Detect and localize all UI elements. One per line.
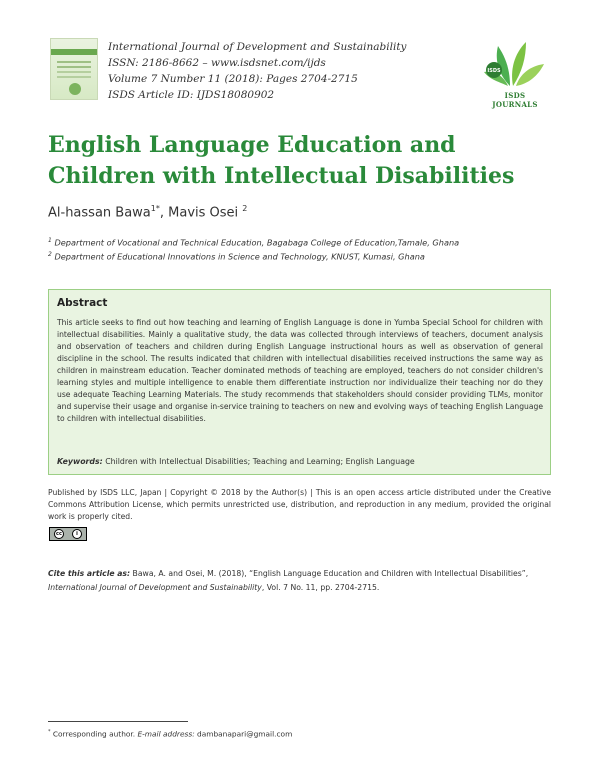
citation-label: Cite this article as: [48,569,131,578]
footnote-sup: * [48,729,51,735]
journal-cover-thumbnail [50,38,98,100]
affiliation [48,237,568,248]
abstract-box [48,289,551,475]
license-text: Published by ISDS LLC, Japan | Copyright © 2018 by the Author(s) | This is an open access article distributed under the Creative Commons Attribution License, which permits unrestricted use, distribution, and reproduction in any medium, provided the original work is properly cited. [48,488,551,521]
journal-issn: ISSN: 2186-8662 – www.isdsnet.com/ijds [108,57,326,69]
citation-text: Bawa, A. and Osei, M. (2018), “English Language Education and Children with Intellectual Disabilities”, [132,569,529,578]
affiliation-sup: 2 [48,251,52,258]
article-title: English Language Education and Children with Intellectual Disabilities [48,132,515,189]
journal-volume: Volume 7 Number 11 (2018): Pages 2704-2715 [108,73,358,85]
journal-title: International Journal of Development and Sustainability [108,41,407,53]
footnote-prefix: Corresponding author. [52,729,138,739]
journal-meta [108,39,406,103]
citation-journal: International Journal of Development and Sustainability [48,583,262,592]
cc-icon: cc [54,529,64,539]
author-name: Al-hassan Bawa [48,205,151,221]
authors [48,204,247,220]
by-icon: i [72,529,82,539]
author-name: Mavis Osei [168,205,239,221]
leaf-logo-icon [480,36,550,92]
affiliation [48,251,568,262]
affiliation-text: Department of Vocational and Technical Education, Bagabaga College of Education,Tamale, Ghana [54,237,460,248]
email-label: E-mail address: [137,729,195,739]
svg-text:ISDS: ISDS [487,68,501,74]
affiliation-sup: 1 [48,237,52,244]
author-sup: 2 [242,204,248,213]
abstract-heading: Abstract [57,297,108,309]
author-sup: 1* [150,204,160,213]
citation-tail: , Vol. 7 No. 11, pp. 2704-2715. [261,583,380,592]
keywords-text: Children with Intellectual Disabilities; Teaching and Learning; English Language [105,457,415,466]
article-id: ISDS Article ID: IJDS18080902 [108,89,275,101]
email-address[interactable]: dambanapari@gmail.com [197,729,293,739]
isds-journals-logo [480,36,550,109]
footnote-divider [48,721,188,722]
keywords-label: Keywords: [57,457,103,466]
affiliation-text: Department of Educational Innovations in Science and Technology, KNUST, Kumasi, Ghana [54,251,425,262]
citation [48,567,551,595]
logo-text: ISDS JOURNALS [492,91,538,109]
abstract-text: This article seeks to find out how teaching and learning of English Language is done in Yumba Special School for children with intellectual disabilities. Mainly a qualitative study, the data was collected through interviews of teachers, document analysis and observation of teachers and children during English Language instructional hours as well as observation of general discipline in the school. The results indicated that children with intellectual disabilities received instructions the same way as children in mainstream education. Teacher dominated methods of teaching are employed, teachers do not consider children's learning styles and multiple intelligence to enable them differentiate instruction nor individualize their teaching nor do they use adequate Teaching Learning Materials. The study recommends that stakeholders should consider providing TLMs, monitor and supervise their usage and organise in-service training to teachers on new and evolving ways of teaching English Language to children with intellectual disabilities. [57,318,543,423]
corresponding-author-footnote [48,729,292,738]
cc-by-license-badge[interactable] [49,527,87,541]
author-separator: , [159,205,169,221]
keywords [57,457,543,466]
